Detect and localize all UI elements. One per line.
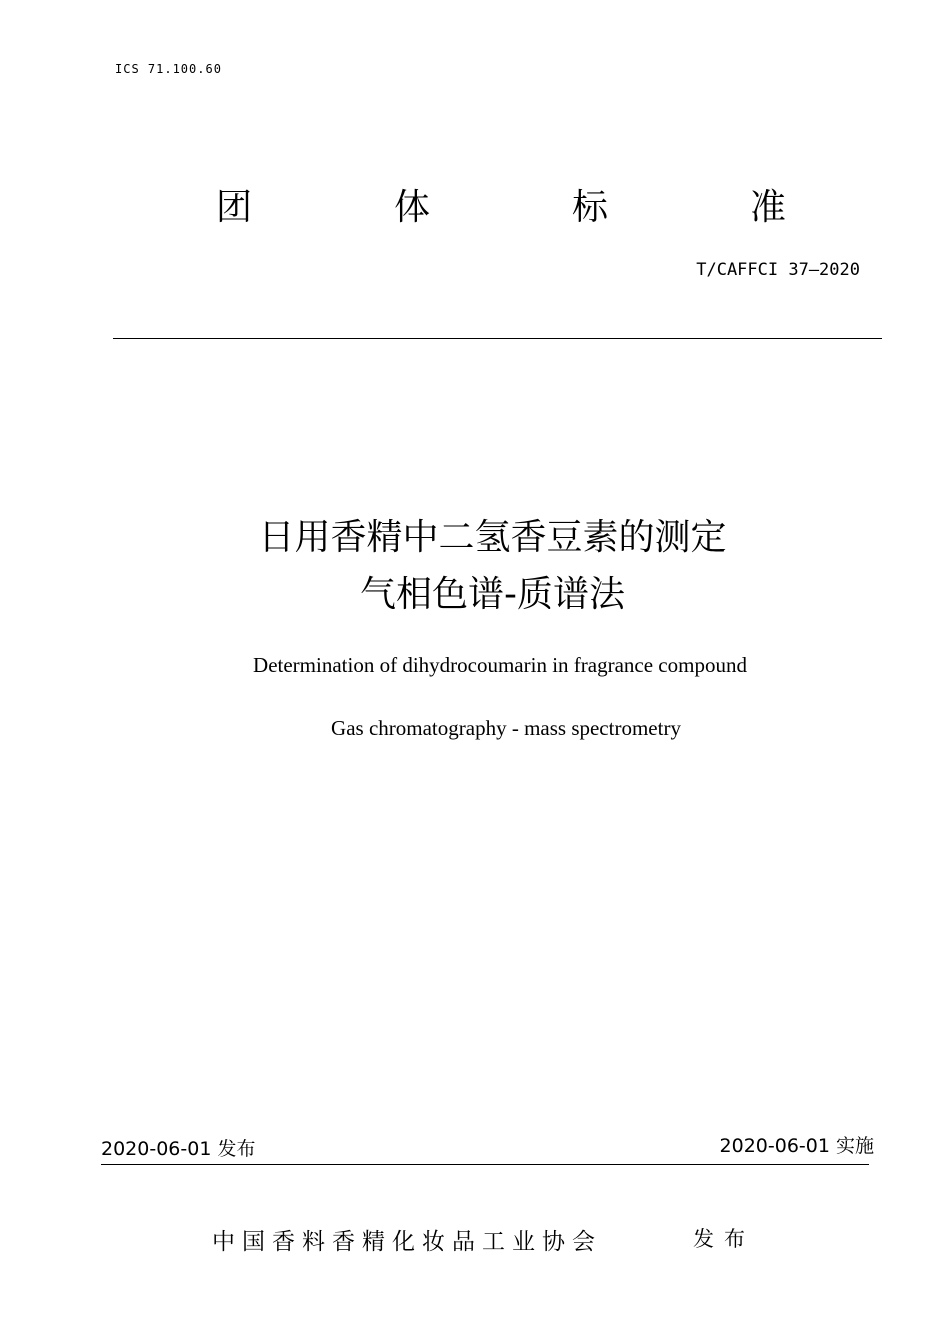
title-english-line-2: Gas chromatography - mass spectrometry bbox=[331, 716, 681, 740]
header-divider bbox=[113, 338, 882, 339]
publisher-name: 中国香料香精化妆品工业协会 bbox=[212, 1229, 602, 1255]
standard-code: T/CAFFCI 37—2020 bbox=[696, 260, 860, 280]
footer-divider bbox=[101, 1164, 869, 1165]
standard-type-char-4: 准 bbox=[750, 187, 787, 228]
implementation-date: 2020-06-01 实施 bbox=[719, 1135, 874, 1157]
standard-type-char-2: 体 bbox=[394, 187, 431, 228]
title-chinese-line-1: 日用香精中二氢香豆素的测定 bbox=[258, 517, 727, 558]
publish-label: 发布 bbox=[693, 1227, 755, 1251]
standard-type-char-1: 团 bbox=[216, 187, 253, 228]
issue-date: 2020-06-01 发布 bbox=[101, 1138, 256, 1160]
ics-code: ICS 71.100.60 bbox=[115, 62, 222, 76]
title-chinese-line-2: 气相色谱-质谱法 bbox=[360, 574, 625, 615]
title-english-line-1: Determination of dihydrocoumarin in fragrance compound bbox=[253, 653, 747, 677]
standard-type-char-3: 标 bbox=[572, 187, 609, 228]
